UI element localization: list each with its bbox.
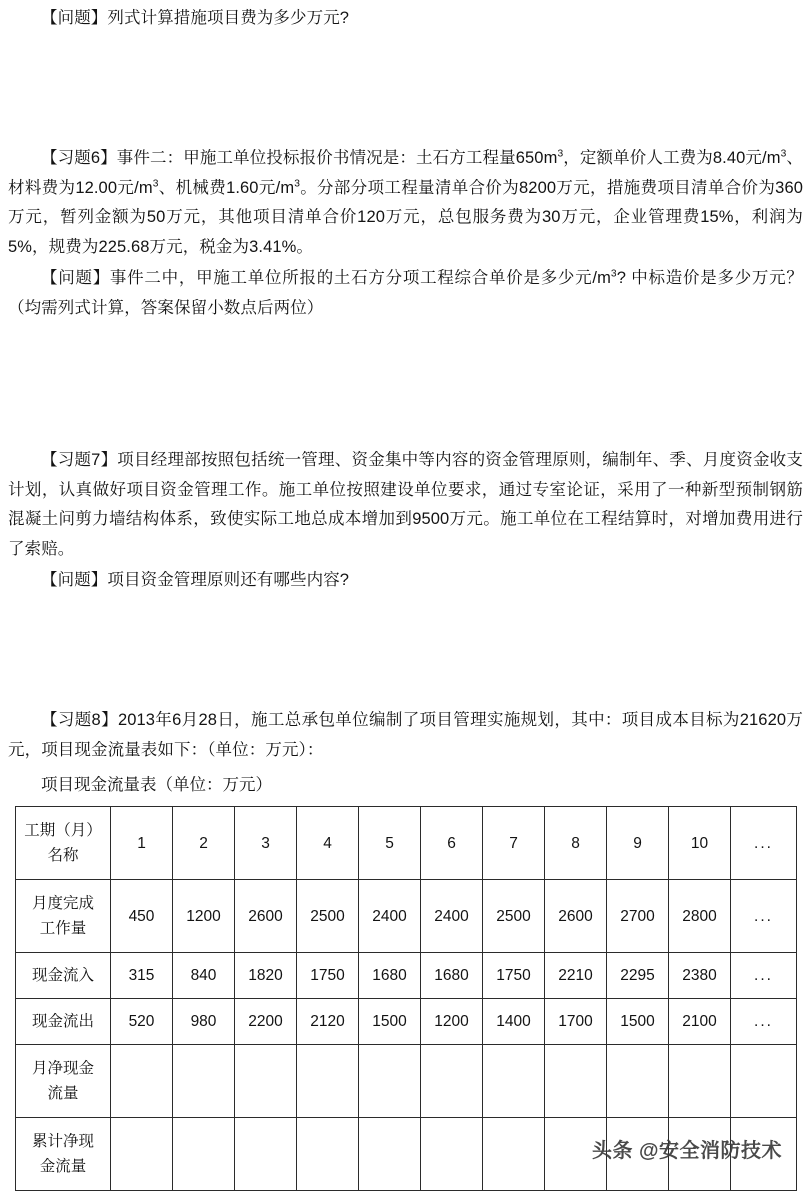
cell-outflow-7: 1400 — [483, 999, 545, 1045]
cell-net-5 — [359, 1045, 421, 1118]
cell-net-2 — [173, 1045, 235, 1118]
ex6-superscript-1: 3 — [557, 148, 564, 160]
row-label-monthly-net-cash-flow — [16, 1045, 111, 1118]
ex6-text-part1: 【习题6】事件二：甲施工单位投标报价书情况是：土石方工程量650m — [41, 149, 558, 167]
cash-flow-table — [15, 806, 797, 1191]
cell-net-6 — [421, 1045, 483, 1118]
paragraph-q5-question — [8, 4, 803, 34]
cell-workload-10: 2800 — [669, 880, 731, 953]
cell-net-9 — [607, 1045, 669, 1118]
cell-inflow-ellipsis: ... — [731, 953, 797, 999]
row-label-cash-outflow — [16, 999, 111, 1045]
cell-cumulative-3 — [235, 1118, 297, 1191]
table-row — [16, 880, 797, 953]
cell-cumulative-1 — [111, 1118, 173, 1191]
corner-header-line2: 名称 — [47, 847, 79, 864]
table-row — [16, 1045, 797, 1118]
cell-net-8 — [545, 1045, 607, 1118]
cell-outflow-ellipsis: ... — [731, 999, 797, 1045]
table-row — [16, 999, 797, 1045]
cell-outflow-9: 1500 — [607, 999, 669, 1045]
ex6-text-part5: 。分部分项工程量清单合价为8200万元，措施费项目清单合价为360万元，暂列金额为50万元，其他项目清单合价120万元，总包服务费为30万元，企业管理费15%，利润为5%，规费为225.68万元，税金为3.41%。 — [8, 178, 803, 256]
col-header-10: 10 — [669, 807, 731, 880]
row-label-line1: 现金流入 — [31, 967, 94, 984]
col-header-ellipsis: ... — [731, 807, 797, 880]
row-label-line1: 月度完成 — [31, 895, 94, 912]
paragraph-exercise7-question — [8, 566, 803, 596]
cell-outflow-4: 2120 — [297, 999, 359, 1045]
cell-workload-4: 2500 — [297, 880, 359, 953]
cell-outflow-2: 980 — [173, 999, 235, 1045]
cell-inflow-5: 1680 — [359, 953, 421, 999]
cell-inflow-10: 2380 — [669, 953, 731, 999]
col-header-9: 9 — [607, 807, 669, 880]
ex6-text-part4: 、机械费1.60元/m — [158, 178, 295, 197]
watermark-text: 头条 @安全消防技术 — [592, 1140, 783, 1162]
cell-outflow-5: 1500 — [359, 999, 421, 1045]
ex7-body-text: 【习题7】项目经理部按照包括统一管理、资金集中等内容的资金管理原则，编制年、季、月度资金收支计划，认真做好项目资金管理工作。施工单位按照建设单位要求，通过专室论证，采用了一种新型预制钢筋混凝土问剪力墙结构体系，致使实际工地总成本增加到9500万元。施工单位在工程结算时，对增加费用进行了索赔。 — [8, 451, 803, 558]
ex6-question-part2: ? 中标造价是多少万元？（均需列式计算，答案保留小数点后两位） — [8, 269, 803, 317]
col-header-7: 7 — [483, 807, 545, 880]
cell-workload-6: 2400 — [421, 880, 483, 953]
cell-cumulative-4 — [297, 1118, 359, 1191]
cell-inflow-9: 2295 — [607, 953, 669, 999]
cell-net-1 — [111, 1045, 173, 1118]
table-row — [16, 953, 797, 999]
ex6-text-part2: ，定额单价人工费为8.40元/m — [563, 149, 781, 167]
ex8-body-text: 【习题8】2013年6月28日，施工总承包单位编制了项目管理实施规划，其中：项目成本目标为21620万元，项目现金流量表如下：（单位：万元）： — [8, 711, 803, 759]
cell-outflow-3: 2200 — [235, 999, 297, 1045]
cell-inflow-4: 1750 — [297, 953, 359, 999]
ex6-superscript-4: 3 — [294, 178, 300, 189]
cell-inflow-8: 2210 — [545, 953, 607, 999]
row-label-line1: 现金流出 — [31, 1013, 94, 1030]
cell-workload-2: 1200 — [173, 880, 235, 953]
ex6-question-part1: 【问题】事件二中，甲施工单位所报的土石方分项工程综合单价是多少元/m — [41, 269, 611, 287]
cash-flow-table-container — [15, 806, 796, 1191]
row-label-cumulative-net-cash-flow — [16, 1118, 111, 1191]
row-label-line2: 工作量 — [39, 920, 87, 937]
cash-flow-table-body — [16, 807, 797, 1191]
paragraph-exercise6-body — [8, 144, 803, 262]
paragraph-exercise7-body — [8, 446, 803, 564]
cell-cumulative-5 — [359, 1118, 421, 1191]
row-label-line2: 流量 — [47, 1085, 79, 1102]
ex6-superscript-2: 3 — [780, 148, 787, 160]
cell-workload-9: 2700 — [607, 880, 669, 953]
col-header-1: 1 — [111, 807, 173, 880]
ex6-superscript-3: 3 — [152, 178, 159, 189]
cell-outflow-8: 1700 — [545, 999, 607, 1045]
cell-cumulative-2 — [173, 1118, 235, 1191]
col-header-5: 5 — [359, 807, 421, 880]
cell-net-4 — [297, 1045, 359, 1118]
paragraph-exercise8-body — [8, 706, 803, 765]
col-header-6: 6 — [421, 807, 483, 880]
cell-outflow-1: 520 — [111, 999, 173, 1045]
cell-outflow-6: 1200 — [421, 999, 483, 1045]
cash-flow-table-caption — [8, 772, 272, 798]
ex6-question-superscript: 3 — [610, 268, 617, 280]
table-header-row — [16, 807, 797, 880]
cell-outflow-10: 2100 — [669, 999, 731, 1045]
cell-workload-5: 2400 — [359, 880, 421, 953]
col-header-8: 8 — [545, 807, 607, 880]
cell-inflow-1: 315 — [111, 953, 173, 999]
cell-workload-3: 2600 — [235, 880, 297, 953]
cell-inflow-6: 1680 — [421, 953, 483, 999]
col-header-4: 4 — [297, 807, 359, 880]
cell-workload-1: 450 — [111, 880, 173, 953]
col-header-2: 2 — [173, 807, 235, 880]
cell-workload-ellipsis: ... — [731, 880, 797, 953]
cell-net-ellipsis — [731, 1045, 797, 1118]
row-label-monthly-workload — [16, 880, 111, 953]
cell-inflow-2: 840 — [173, 953, 235, 999]
cell-cumulative-7 — [483, 1118, 545, 1191]
row-label-line1: 累计净现 — [31, 1133, 94, 1150]
cell-workload-7: 2500 — [483, 880, 545, 953]
row-label-line1: 月净现金 — [31, 1060, 94, 1077]
cell-cumulative-6 — [421, 1118, 483, 1191]
cell-net-3 — [235, 1045, 297, 1118]
cash-flow-table-caption-text: 项目现金流量表（单位：万元） — [41, 776, 272, 794]
corner-header-line1: 工期（月） — [24, 822, 102, 839]
q5-question-text: 【问题】列式计算措施项目费为多少万元? — [41, 9, 350, 27]
row-label-line2: 金流量 — [39, 1158, 87, 1175]
ex6-text-part3: 、材料费为12.00元/m — [8, 149, 803, 197]
cell-net-10 — [669, 1045, 731, 1118]
ex7-question-text: 【问题】项目资金管理原则还有哪些内容? — [41, 571, 350, 589]
cell-inflow-3: 1820 — [235, 953, 297, 999]
col-header-3: 3 — [235, 807, 297, 880]
cell-inflow-7: 1750 — [483, 953, 545, 999]
table-corner-header — [16, 807, 111, 880]
row-label-cash-inflow — [16, 953, 111, 999]
cell-net-7 — [483, 1045, 545, 1118]
cell-workload-8: 2600 — [545, 880, 607, 953]
paragraph-exercise6-question — [8, 264, 803, 323]
